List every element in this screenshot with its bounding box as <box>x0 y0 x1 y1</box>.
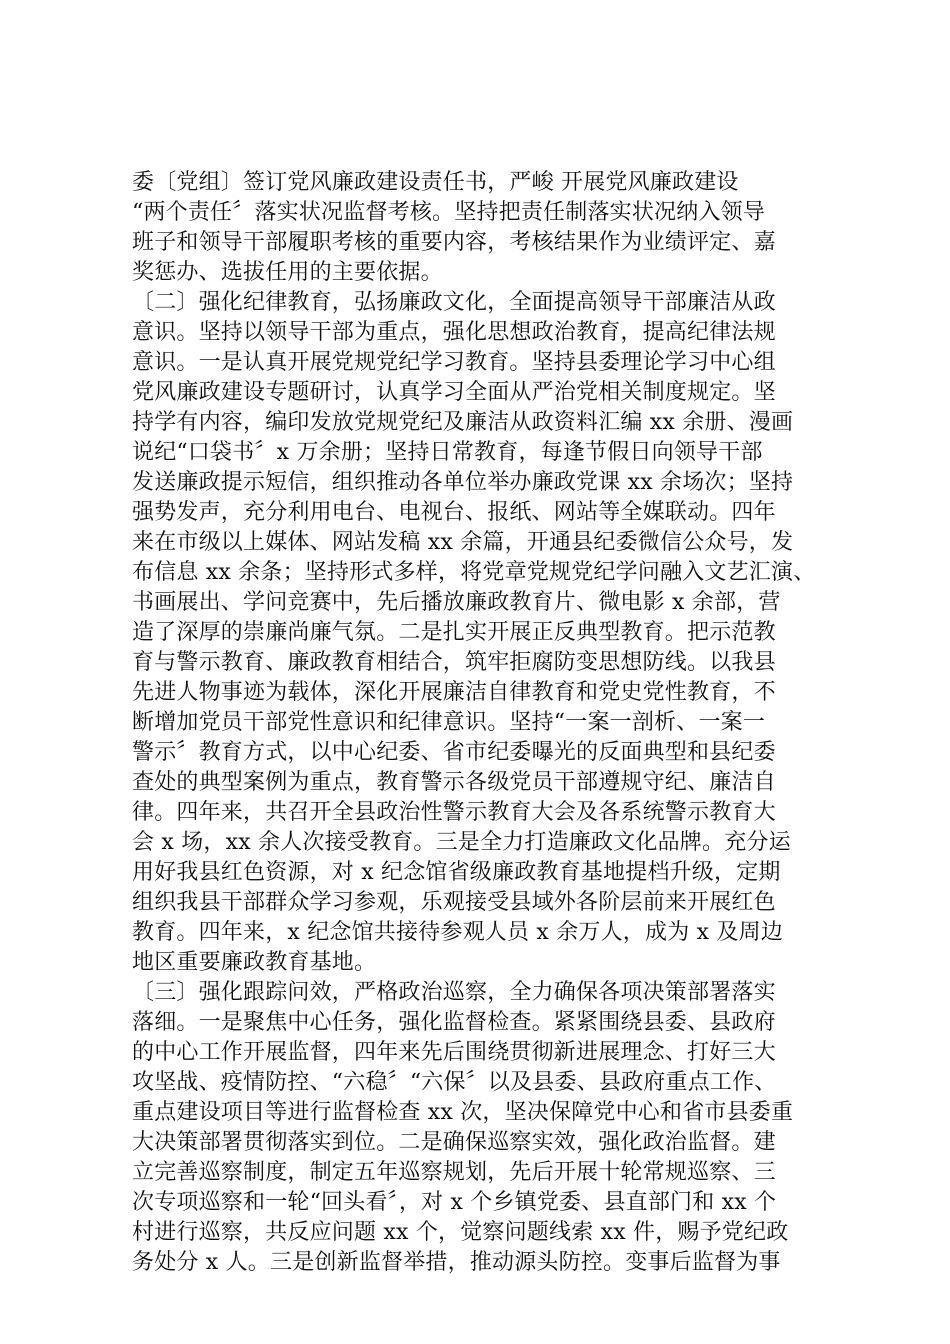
text-line: 断增加党员干部党性意识和纪律意识。坚持“一案一剖析、一案一 <box>132 710 766 735</box>
text-line: 说纪“口袋书〞x 万余册；坚持日常教育，每逢节假日向领导干部 <box>132 440 763 465</box>
text-line: 委〔党组〕签订党风廉政建设责任书，严峻 开展党风廉政建设 <box>132 170 739 195</box>
text-line: 布信息 xx 余条；坚持形式多样，将党章党规党纪学问融入文艺汇演、 <box>132 560 816 585</box>
text-line: “两个责任〞落实状况监督考核。坚持把责任制落实状况纳入领导 <box>132 200 766 225</box>
text-line: 落细。一是聚焦中心任务，强化监督检查。紧紧围绕县委、县政府 <box>132 1010 776 1035</box>
text-line: 攻坚战、疫情防控、“六稳〞“六保〞以及县委、县政府重点工作、 <box>132 1070 777 1095</box>
text-line: 持学有内容，编印发放党规党纪及廉洁从政资料汇编 xx 余册、漫画 <box>132 410 794 435</box>
text-line: 书画展出、学问竞赛中，先后播放廉政教育片、微电影 x 余部，营 <box>132 590 781 615</box>
text-line: 意识。一是认真开展党规党纪学习教育。坚持县委理论学习中心组 <box>132 350 776 375</box>
text-line: 党风廉政建设专题研讨，认真学习全面从严治党相关制度规定。坚 <box>132 380 776 405</box>
text-line: 强势发声，充分利用电台、电视台、报纸、网站等全媒联动。四年 <box>132 500 776 525</box>
text-line: 会 x 场，xx 余人次接受教育。三是全力打造廉政文化品牌。充分运 <box>132 830 791 855</box>
text-line: 务处分 x 人。三是创新监督举措，推动源头防控。变事后监督为事 <box>132 1250 781 1275</box>
text-line: 发送廉政提示短信，组织推动各单位举办廉政党课 xx 余场次；坚持 <box>132 470 794 495</box>
text-line: 查处的典型案例为重点，教育警示各级党员干部遵规守纪、廉洁自 <box>132 770 776 795</box>
text-line: 律。四年来，共召开全县政治性警示教育大会及各系统警示教育大 <box>132 800 776 825</box>
document-body <box>132 168 832 1278</box>
text-line: 地区重要廉政教育基地。 <box>132 950 377 975</box>
text-line: 次专项巡察和一轮“回头看〞，对 x 个乡镇党委、县直部门和 xx 个 <box>132 1190 777 1215</box>
text-line: 村进行巡察，共反应问题 xx 个，觉察问题线索 xx 件，赐予党纪政 <box>132 1220 789 1245</box>
text-line: 立完善巡察制度，制定五年巡察规划，先后开展十轮常规巡察、三 <box>132 1160 776 1185</box>
section-heading-line: 〔二〕强化纪律教育，弘扬廉政文化，全面提高领导干部廉洁从政 <box>132 290 776 315</box>
text-line: 先进人物事迹为载体，深化开展廉洁自律教育和党史党性教育，不 <box>132 680 776 705</box>
text-line: 育与警示教育、廉政教育相结合，筑牢拒腐防变思想防线。以我县 <box>132 650 776 675</box>
text-line: 的中心工作开展监督，四年来先后围绕贯彻新进展理念、打好三大 <box>132 1040 776 1065</box>
text-line: 用好我县红色资源，对 x 纪念馆省级廉政教育基地提档升级，定期 <box>132 860 781 885</box>
section-heading-line: 〔三〕强化跟踪问效，严格政治巡察，全力确保各项决策部署落实 <box>132 980 776 1005</box>
text-line: 意识。坚持以领导干部为重点，强化思想政治教育，提高纪律法规 <box>132 320 776 345</box>
text-line: 重点建设项目等进行监督检查 xx 次，坚决保障党中心和省市县委重 <box>132 1100 794 1125</box>
text-line: 教育。四年来，x 纪念馆共接待参观人员 x 余万人，成为 x 及周边 <box>132 920 783 945</box>
text-line: 大决策部署贯彻落实到位。二是确保巡察实效，强化政治监督。建 <box>132 1130 776 1155</box>
text-line: 来在市级以上媒体、网站发稿 xx 余篇，开通县纪委微信公众号，发 <box>132 530 794 555</box>
text-line: 奖惩办、选拔任用的主要依据。 <box>132 260 443 285</box>
text-line: 警示〞教育方式，以中心纪委、省市纪委曝光的反面典型和县纪委 <box>132 740 776 765</box>
text-line: 班子和领导干部履职考核的重要内容，考核结果作为业绩评定、嘉 <box>132 230 776 255</box>
text-line: 造了深厚的崇廉尚廉气氛。二是扎实开展正反典型教育。把示范教 <box>132 620 776 645</box>
text-line: 组织我县干部群众学习参观，乐观接受县域外各阶层前来开展红色 <box>132 890 776 915</box>
